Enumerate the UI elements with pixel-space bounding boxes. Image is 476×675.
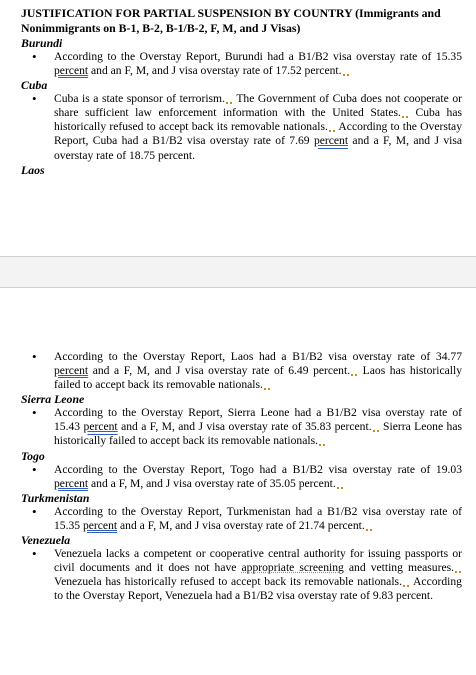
sierra-leone-bullet-list	[21, 406, 462, 448]
list-item	[21, 505, 462, 533]
proofing-underlined-word[interactable]: percent	[82, 518, 118, 532]
text-run: Cuba is a state sponsor of terrorism.	[54, 92, 225, 106]
proofing-underlined-word[interactable]: percent	[54, 64, 89, 78]
turkmenistan-bullet-list	[21, 505, 462, 533]
list-item	[21, 350, 462, 392]
text-run: According to the Overstay Report, Togo had a B1/B2 visa overstay rate of 19.03	[54, 462, 462, 476]
laos-bullet-list	[21, 350, 462, 392]
venezuela-bullet-list	[21, 547, 462, 603]
country-heading-sierra-leone: Sierra Leone	[21, 392, 85, 407]
text-run: and an F, M, and J visa overstay rate of 17.52 percent.	[88, 64, 342, 78]
text-run: and a F, M, and J visa overstay rate of 6.49 percent.	[88, 364, 351, 378]
text-run: According to the Overstay Report, Venezuela had a B1/B2 visa overstay rate of 9.83 percent.	[54, 575, 462, 603]
cuba-bullet-list	[21, 92, 462, 162]
proofing-mark-icon	[226, 99, 232, 104]
document-heading: JUSTIFICATION FOR PARTIAL SUSPENSION BY COUNTRY (Immigrants and Nonimmigrants on B-1, B-2, B-1/B-2, F, M, and J Visas)	[21, 6, 441, 35]
list-item	[21, 547, 462, 603]
proofing-mark-icon	[329, 127, 335, 132]
page-1-content	[21, 6, 462, 177]
country-heading-laos: Laos	[21, 162, 45, 177]
text-run: The Government of Cuba does not cooperate or share sufficient law enforcement information with the United States.	[54, 92, 462, 120]
proofing-mark-icon	[337, 484, 343, 489]
country-heading-burundi: Burundi	[21, 36, 63, 50]
bullet-icon: •	[32, 503, 37, 519]
country-heading-turkmenistan: Turkmenistan	[21, 490, 90, 505]
text-run: Venezuela has historically refused to accept back its removable nationals.	[54, 575, 402, 589]
bullet-icon: •	[32, 49, 37, 64]
proofing-mark-icon	[351, 371, 357, 376]
text-run: Venezuela lacks a competent or cooperative central authority for issuing passports or civil documents and it does not have	[54, 546, 462, 575]
text-run: According to the Overstay Report, Sierra Leone had a B1/B2 visa overstay rate of 15.43	[54, 406, 462, 434]
text-run: According to the Overstay Report, Laos had a B1/B2 visa overstay rate of 34.77	[54, 350, 462, 363]
text-run: According to the Overstay Report, Burundi had a B1/B2 visa overstay rate of 15.35	[54, 50, 462, 63]
list-item	[21, 50, 462, 78]
text-run: According to the Overstay Report, Cuba had a B1/B2 visa overstay rate of 7.69	[54, 120, 463, 148]
page-break-gap	[0, 256, 476, 288]
text-run: and a F, M, and J visa overstay rate of 21.74 percent.	[117, 518, 365, 532]
proofing-underlined-phrase[interactable]: appropriate screening	[241, 561, 344, 575]
proofing-mark-icon	[373, 427, 379, 432]
country-heading-venezuela: Venezuela	[21, 532, 71, 547]
proofing-underlined-word[interactable]: percent	[83, 420, 118, 434]
country-heading-togo: Togo	[21, 448, 45, 463]
proofing-mark-icon	[455, 568, 461, 573]
proofing-mark-icon	[343, 71, 349, 76]
text-run: and a F, M, and J visa overstay rate of 18.75 percent.	[54, 134, 462, 162]
bullet-icon: •	[32, 461, 37, 477]
text-run: and a F, M, and J visa overstay rate of 35.05 percent.	[88, 476, 336, 490]
list-item	[21, 463, 462, 491]
bullet-icon: •	[32, 545, 37, 561]
country-heading-cuba: Cuba	[21, 78, 48, 93]
proofing-underlined-word[interactable]: percent	[54, 364, 89, 378]
bullet-icon: •	[32, 349, 37, 364]
bullet-icon: •	[32, 91, 37, 107]
list-item	[21, 406, 462, 448]
text-run: According to the Overstay Report, Turkmenistan had a B1/B2 visa overstay rate of 15.35	[54, 504, 462, 532]
text-run: and vetting measures.	[343, 561, 455, 575]
page-2-content	[21, 350, 462, 603]
proofing-mark-icon	[366, 526, 372, 531]
text-run: Laos has historically failed to accept back its removable nationals.	[54, 364, 462, 392]
proofing-underlined-word[interactable]: percent	[313, 134, 349, 148]
document-page-2	[0, 288, 476, 675]
proofing-mark-icon	[402, 113, 408, 118]
proofing-underlined-word[interactable]: percent	[54, 476, 89, 490]
bullet-icon: •	[32, 405, 37, 421]
proofing-mark-icon	[403, 582, 409, 587]
proofing-mark-icon	[264, 385, 270, 390]
proofing-mark-icon	[319, 441, 325, 446]
text-run: and a F, M, and J visa overstay rate of 35.83 percent.	[117, 420, 372, 434]
text-run: Sierra Leone has historically failed to accept back its removable nationals.	[54, 420, 462, 448]
togo-bullet-list	[21, 463, 462, 491]
list-item	[21, 92, 462, 162]
document-page-1	[0, 0, 476, 256]
burundi-bullet-list	[21, 50, 462, 78]
text-run: Cuba has historically refused to accept back its removable nationals.	[54, 106, 462, 134]
